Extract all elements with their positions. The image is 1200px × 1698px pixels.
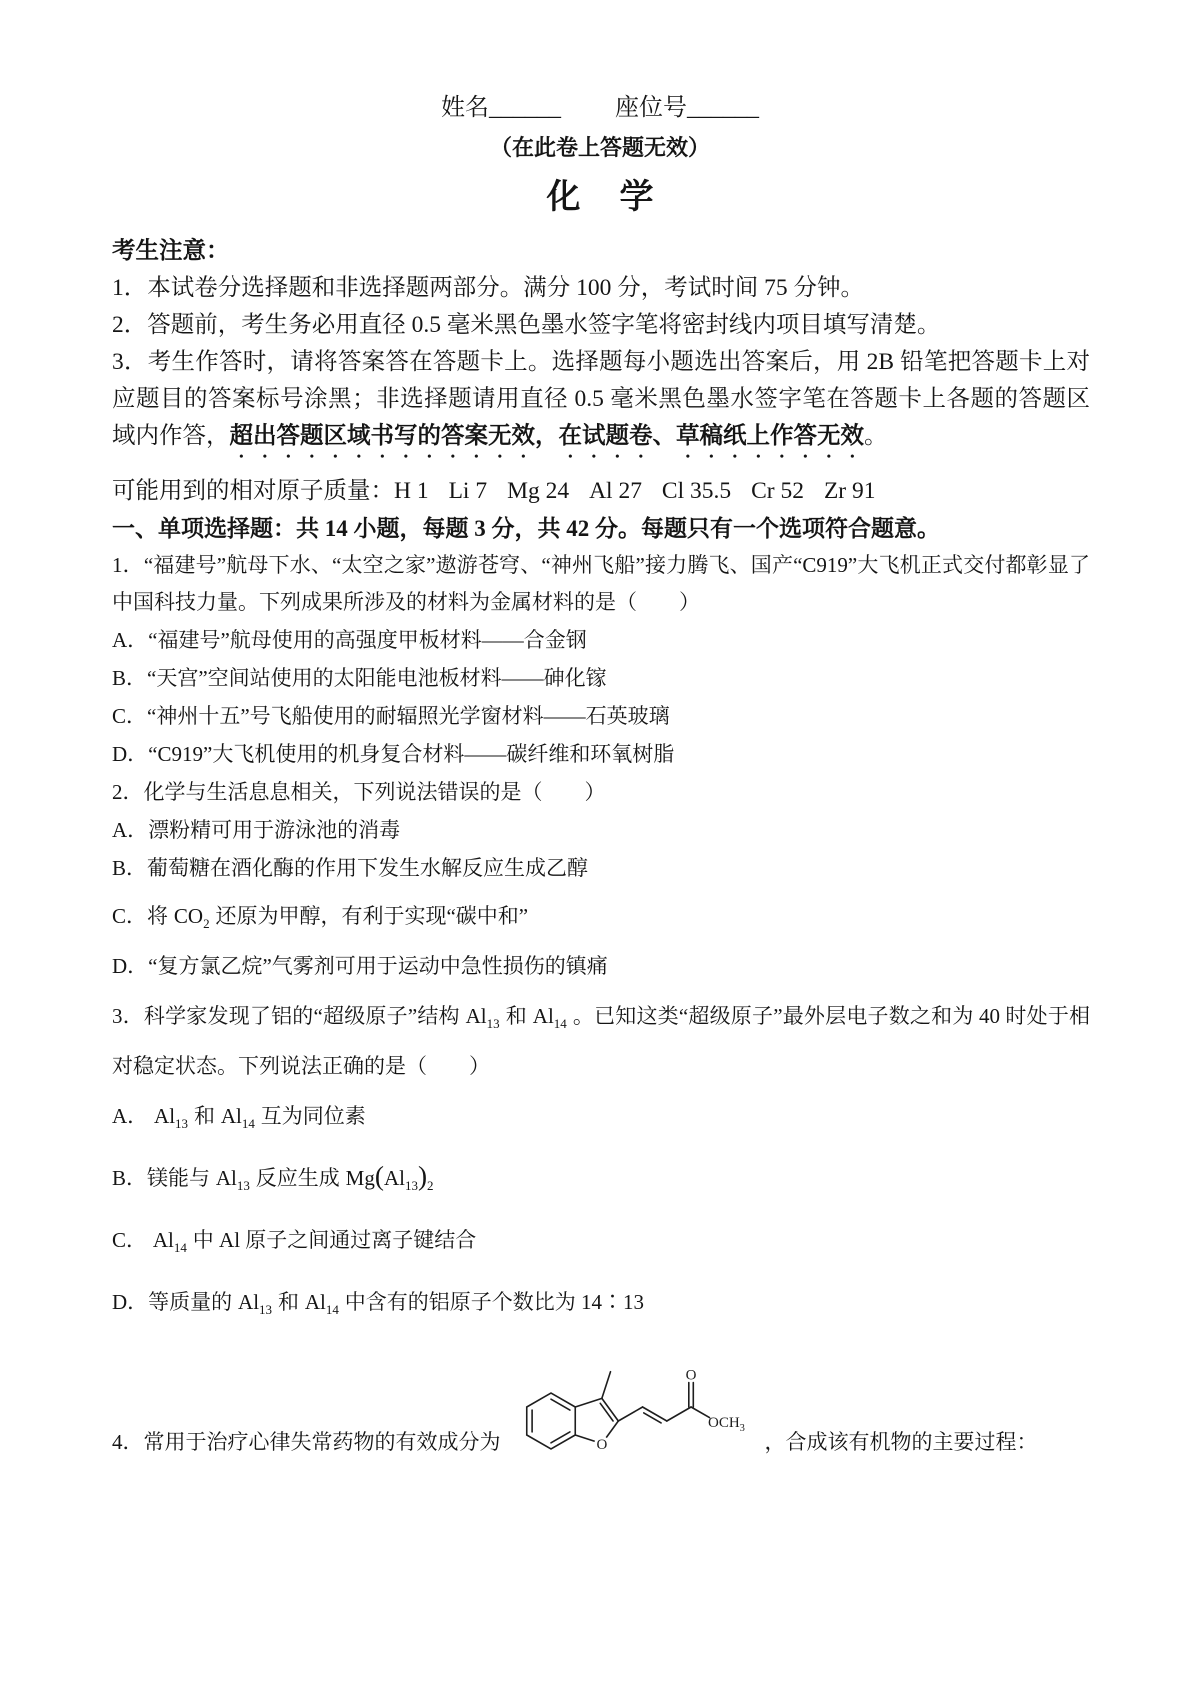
formula-subscript: 13	[236, 1177, 250, 1193]
instruction-item-1: 1．本试卷分选择题和非选择题两部分。满分 100 分，考试时间 75 分钟。	[112, 275, 864, 301]
benzene-double-bond	[551, 1432, 570, 1443]
question-1-stem: 1．“福建号”航母下水、“太空之家”遨游苍穹、“神州飞船”接力腾飞、国产“C919”大飞机正式交付都彰显了中国科技力量。下列成果所涉及的材料为金属材料的是（ ）	[112, 553, 1090, 614]
formula-subscript: 13	[175, 1115, 189, 1131]
question-text: 和	[505, 1004, 527, 1028]
option-text: 中 Al 原子之间通过离子键结合	[192, 1228, 477, 1252]
instruction-item-2: 2．答题前，考生务必用直径 0.5 毫米黑色墨水签字笔将密封线内项目填写清楚。	[112, 312, 941, 338]
atomic-mass-value: Mg 24	[507, 478, 570, 504]
question-4-stem	[112, 1353, 1090, 1461]
atomic-mass-value: Cr 52	[751, 478, 804, 504]
ester-bond	[691, 1407, 709, 1418]
vinyl-double-bond	[643, 1413, 660, 1423]
open-parenthesis: (	[374, 1161, 384, 1191]
benzene-double-bond	[551, 1399, 570, 1410]
formula-subscript: 14	[241, 1115, 255, 1131]
close-parenthesis: )	[417, 1161, 428, 1191]
ring-oxygen-label: O	[595, 1436, 607, 1453]
question-text: 4．常用于治疗心律失常药物的有效成分为	[112, 1430, 501, 1454]
question-3-option-a	[112, 1091, 1090, 1141]
option-text: A．	[112, 1104, 149, 1128]
question-1-option-d: D．“C919”大飞机使用的机身复合材料——碳纤维和环氧树脂	[112, 742, 675, 766]
formula-symbol: Al	[465, 1004, 487, 1028]
formula-al13	[465, 1004, 500, 1031]
methoxy-text: OCH	[707, 1415, 740, 1431]
formula-symbol: Al	[215, 1166, 237, 1190]
formula-al14	[152, 1228, 187, 1255]
option-text: 互为同位素	[260, 1104, 366, 1128]
question-1-option-a: A．“福建号”航母使用的高强度甲板材料——合金钢	[112, 628, 587, 652]
seat-label: 座位号	[615, 95, 687, 121]
invalid-notice: （在此卷上答题无效）	[489, 135, 710, 160]
option-text: 和	[193, 1104, 215, 1128]
formula-symbol: Al	[152, 1228, 174, 1252]
carbonyl-oxygen-label: O	[685, 1367, 696, 1384]
formula-symbol: Al	[532, 1004, 554, 1028]
formula-symbol: CO	[173, 904, 204, 928]
formula-subscript: 14	[553, 1015, 567, 1031]
formula-symbol: Al	[304, 1290, 326, 1314]
formula-subscript: 14	[325, 1301, 339, 1317]
option-text: 中含有的铝原子个数比为 14∶13	[344, 1290, 644, 1314]
formula-mg-al13-2	[345, 1161, 434, 1193]
instruction-text-end: 。	[864, 423, 888, 449]
atomic-masses-line	[112, 473, 1090, 510]
question-1-option-b: B．“天宫”空间站使用的太阳能电池板材料——砷化镓	[112, 666, 607, 690]
question-text: 。已知这类“超级原子”最外层电子数之和为 40 时处于相对稳定状态。下列说法正确的是（ ）	[112, 1004, 1091, 1078]
option-text: 反应生成	[255, 1166, 340, 1190]
question-3-option-d	[112, 1271, 1090, 1333]
atomic-mass-value: Li 7	[448, 478, 488, 504]
name-blank: ______	[489, 95, 561, 121]
option-text: 和	[277, 1290, 299, 1314]
seat-blank: ______	[687, 95, 759, 121]
atomic-masses-label: 可能用到的相对原子质量：	[112, 478, 394, 504]
question-2-option-b: B．葡萄糖在酒化酶的作用下发生水解反应生成乙醇	[112, 856, 589, 880]
instructions-title: 考生注意：	[112, 238, 230, 264]
subject-title: 化 学	[546, 179, 654, 216]
question-3-option-b	[112, 1147, 1090, 1209]
formula-al14	[220, 1104, 255, 1131]
methoxy-subscript: 3	[739, 1423, 745, 1434]
formula-symbol: Al	[154, 1104, 176, 1128]
question-2-option-c	[112, 891, 1090, 941]
formula-subscript: 13	[259, 1301, 273, 1317]
option-text: 还原为甲醇，有利于实现“碳中和”	[215, 904, 529, 928]
acyl-bond	[666, 1407, 690, 1421]
section-1-title: 一、单项选择题：共 14 小题，每题 3 分，共 42 分。每题只有一个选项符合题意。	[112, 516, 940, 541]
option-text: D．等质量的	[112, 1290, 233, 1314]
formula-subscript: 14	[173, 1239, 187, 1255]
formula-subscript: 2	[203, 915, 210, 931]
option-text: C．将	[112, 904, 169, 928]
question-2-option-d: D．“复方氯乙烷”气雾剂可用于运动中急性损伤的镇痛	[112, 954, 608, 978]
atomic-mass-value: H 1	[394, 478, 429, 504]
formula-al13	[238, 1290, 273, 1317]
question-3-stem	[112, 991, 1090, 1091]
furan-bond	[575, 1398, 602, 1407]
emphasized-warning: 超出答题区域书写的答案无效，在试题卷、草稿纸上作答无效	[229, 423, 864, 449]
formula-symbol: Al	[220, 1104, 242, 1128]
question-text: 3．科学家发现了铝的“超级原子”结构	[112, 1004, 460, 1028]
formula-symbol: Al	[383, 1166, 405, 1190]
atomic-mass-value: Zr 91	[823, 478, 876, 504]
formula-subscript: 13	[486, 1015, 500, 1031]
formula-symbol: Al	[238, 1290, 260, 1314]
methoxy-label	[708, 1415, 745, 1434]
formula-co2	[173, 904, 210, 931]
atomic-mass-value: Cl 35.5	[661, 478, 732, 504]
formula-al14	[532, 1004, 567, 1031]
question-1-option-c: C．“神州十五”号飞船使用的耐辐照光学窗材料——石英玻璃	[112, 704, 670, 728]
question-2-stem: 2．化学与生活息息相关，下列说法错误的是（ ）	[112, 780, 606, 804]
question-2-option-a: A．漂粉精可用于游泳池的消毒	[112, 818, 401, 842]
candidate-info-line	[0, 92, 1200, 124]
benzofuran-acrylate-structure	[507, 1353, 759, 1461]
benzene-ring	[526, 1393, 575, 1449]
formula-subscript: 13	[404, 1177, 418, 1193]
vinyl-bond	[618, 1407, 642, 1421]
methyl-bond	[601, 1372, 610, 1399]
question-3-option-c	[112, 1209, 1090, 1271]
instruction-item-3	[112, 344, 1090, 463]
name-label: 姓名	[441, 95, 489, 121]
formula-al14	[304, 1290, 339, 1317]
option-text: B．镁能与	[112, 1166, 211, 1190]
instruction-text: 3．考生作答时，请将答案答在答题卡上。选择题每小题选出答案后，用 2B 铅笔把答题卡上对应题目的答案标号涂黑；非选择题请用直径 0.5 毫米黑色墨水签字笔在答题卡上各题的答题区域内作答，	[112, 349, 1090, 449]
formula-al13	[154, 1104, 189, 1131]
question-text: ，合成该有机物的主要过程：	[764, 1430, 1038, 1454]
atomic-mass-value: Al 27	[589, 478, 642, 504]
formula-symbol: Mg	[345, 1166, 375, 1190]
option-text: C．	[112, 1228, 148, 1252]
formula-al13	[215, 1166, 250, 1193]
formula-subscript: 2	[427, 1177, 434, 1193]
exam-content	[112, 233, 1090, 1461]
